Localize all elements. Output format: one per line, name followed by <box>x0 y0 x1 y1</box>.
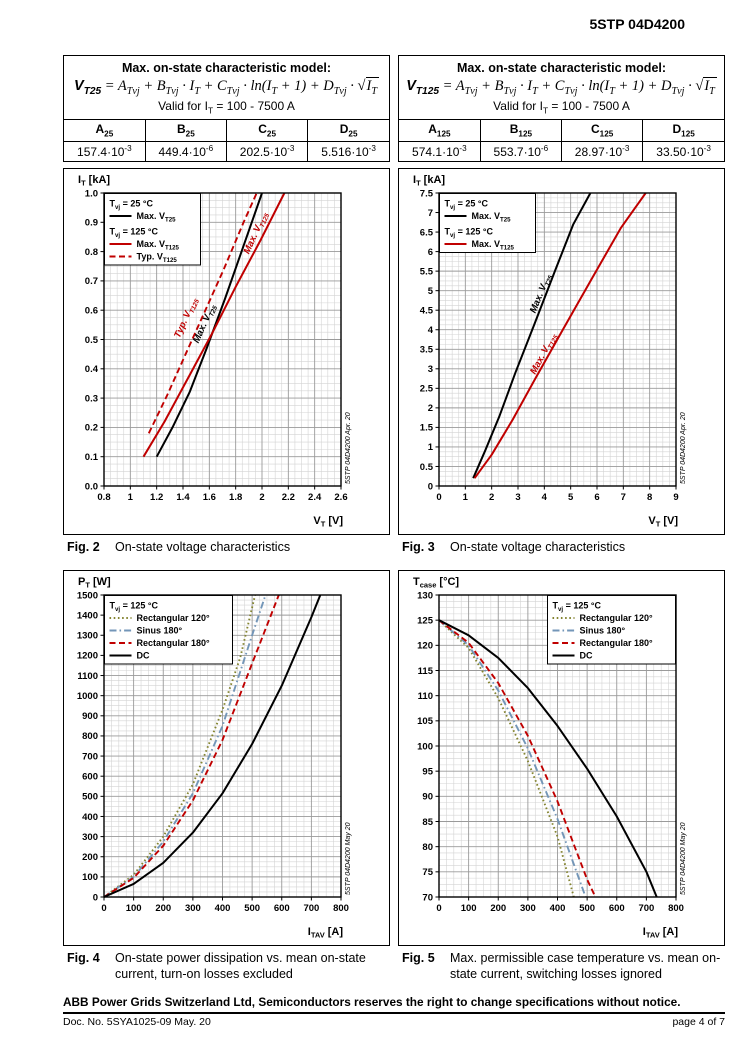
svg-text:IT [kA]: $I_T$ [kA] <box>413 174 446 188</box>
coefficient-header-cell: $C_{125}$ <box>562 120 643 141</box>
svg-text:1.0: 1.0 <box>84 188 98 200</box>
model-formula: $V_{T25} = A_{Tvj} + B_{Tvj} \cdot I_T + C_{Tvj} \cdot \ln(I_T + 1) + D_{Tvj} \cdot √I_T$ <box>74 78 377 97</box>
footer-row <box>63 1016 725 1028</box>
fig4-chart <box>63 570 390 946</box>
svg-text:0.3: 0.3 <box>84 393 98 405</box>
svg-text:100: 100 <box>417 741 433 753</box>
svg-text:0.4: 0.4 <box>84 364 98 376</box>
coefficient-header-cell: $B_{125}$ <box>480 120 561 141</box>
svg-text:Max. VT125: Max. $V_{T125}$ <box>528 334 561 377</box>
svg-text:700: 700 <box>82 751 98 763</box>
svg-text:1500: 1500 <box>76 590 98 602</box>
svg-text:1.8: 1.8 <box>229 492 243 503</box>
svg-text:Max. VT125: Max. $V_{T125}$ <box>136 239 179 252</box>
svg-text:3: 3 <box>515 492 521 503</box>
svg-text:2.2: 2.2 <box>281 492 295 503</box>
fig2-chart <box>63 168 390 535</box>
svg-text:400: 400 <box>549 903 566 914</box>
fig4-caption <box>67 951 387 982</box>
svg-text:800: 800 <box>333 903 349 914</box>
model-valid-range: Valid for $I_T = 100 - 7500$ A <box>493 98 630 116</box>
svg-text:0.5: 0.5 <box>84 334 98 346</box>
svg-text:VT [V]: $V_T$ [V] <box>648 515 678 529</box>
page-header-title: 5STP 04D4200 <box>589 16 685 32</box>
coefficient-value-cell: $5.516\cdot 10^{-3}$ <box>308 141 389 161</box>
svg-text:1100: 1100 <box>77 670 98 682</box>
svg-text:9: 9 <box>673 492 679 503</box>
footer-notice: ABB Power Grids Switzerland Ltd, Semiconductors reserves the right to change specifications without notice. <box>63 995 725 1014</box>
svg-text:8: 8 <box>647 492 653 503</box>
model-title: Max. on-state characteristic model: <box>456 61 667 75</box>
svg-text:0: 0 <box>436 492 442 503</box>
fig3-caption-label: Fig. 3 <box>402 540 435 554</box>
fig4-caption-text: On-state power dissipation vs. mean on-state current, turn-on losses excluded <box>115 951 366 981</box>
svg-text:7.5: 7.5 <box>419 188 433 200</box>
coefficient-header-cell: $C_{25}$ <box>227 120 308 141</box>
fig2-caption <box>67 540 387 556</box>
svg-text:Tvj = 125 °C: $T_{vj} = 125$ °C <box>444 226 493 239</box>
svg-text:Sinus 180°: Sinus 180° <box>579 625 626 636</box>
svg-text:1: 1 <box>462 492 468 503</box>
svg-text:5STP 04D4200 May 20: 5STP 04D4200 May 20 <box>680 822 687 895</box>
svg-text:4: 4 <box>541 492 547 503</box>
svg-text:Typ. VT125: Typ. $V_{T125}$ <box>136 251 177 264</box>
svg-text:Tvj = 25 °C: $T_{vj} = 25$ °C <box>444 198 488 211</box>
svg-text:5STP 04D4200 May 20: 5STP 04D4200 May 20 <box>345 822 352 895</box>
svg-text:Tvj = 25 °C: $T_{vj} = 25$ °C <box>109 198 153 211</box>
coefficient-header-cell: $D_{125}$ <box>643 120 724 141</box>
fig5-caption-text: Max. permissible case temperature vs. mean on-state current, switching losses ignored <box>450 951 721 981</box>
svg-text:Max. VT25: Max. $V_{T25}$ <box>527 274 555 315</box>
svg-text:6: 6 <box>427 246 433 258</box>
svg-text:1: 1 <box>427 442 433 454</box>
fig4-caption-label: Fig. 4 <box>67 951 100 965</box>
svg-text:Tvj = 125 °C: $T_{vj} = 125$ °C <box>109 226 158 239</box>
svg-text:2: 2 <box>259 492 265 503</box>
svg-text:300: 300 <box>184 903 201 914</box>
coefficient-value-cell: $157.4\cdot 10^{-3}$ <box>64 141 145 161</box>
fig2-svg <box>64 169 387 532</box>
svg-text:Max. VT125: Max. $V_{T125}$ <box>471 239 514 252</box>
fig3-svg <box>399 169 722 532</box>
svg-text:0.7: 0.7 <box>84 276 98 288</box>
svg-text:100: 100 <box>460 903 477 914</box>
svg-text:Tvj = 125 °C: $T_{vj} = 125$ °C <box>552 600 601 613</box>
svg-text:70: 70 <box>422 892 433 904</box>
fig5-caption <box>402 951 722 982</box>
legend <box>440 194 536 253</box>
fig3-caption <box>402 540 722 556</box>
svg-text:Rectangular 120°: Rectangular 120° <box>579 613 653 623</box>
svg-text:200: 200 <box>82 852 98 864</box>
svg-text:95: 95 <box>422 766 433 778</box>
svg-text:0: 0 <box>436 903 442 914</box>
svg-text:600: 600 <box>273 903 290 914</box>
svg-text:2.5: 2.5 <box>419 383 433 395</box>
svg-text:0.8: 0.8 <box>97 492 111 503</box>
svg-text:Rectangular 180°: Rectangular 180° <box>136 638 210 648</box>
svg-text:300: 300 <box>82 831 98 843</box>
svg-text:IT [kA]: $I_T$ [kA] <box>78 174 111 188</box>
svg-text:Max. VT25: Max. $V_{T25}$ <box>191 304 220 345</box>
svg-text:Max. VT25: Max. $V_{T25}$ <box>136 211 176 224</box>
svg-text:0: 0 <box>101 903 107 914</box>
svg-text:0.5: 0.5 <box>419 461 433 473</box>
coefficient-value-cell: $553.7\cdot 10^{-6}$ <box>480 141 561 161</box>
fig2-caption-text: On-state voltage characteristics <box>115 540 291 554</box>
legend <box>105 596 233 665</box>
coefficient-header-cell: $D_{25}$ <box>308 120 389 141</box>
coefficient-value-cell: $33.50\cdot 10^{-3}$ <box>643 141 724 161</box>
svg-text:400: 400 <box>214 903 231 914</box>
svg-text:700: 700 <box>303 903 320 914</box>
svg-text:800: 800 <box>82 731 98 743</box>
svg-text:1400: 1400 <box>76 610 98 622</box>
svg-text:6: 6 <box>594 492 600 503</box>
svg-text:200: 200 <box>490 903 507 914</box>
legend <box>105 194 201 266</box>
svg-text:1.2: 1.2 <box>150 492 164 503</box>
svg-text:800: 800 <box>668 903 684 914</box>
footer-doc-no: Doc. No. 5SYA1025-09 May. 20 <box>63 1016 211 1028</box>
svg-text:100: 100 <box>125 903 142 914</box>
svg-text:ITAV [A]: $I_{TAV}$ [A] <box>642 926 678 940</box>
svg-text:2: 2 <box>427 403 433 415</box>
svg-text:700: 700 <box>638 903 655 914</box>
svg-text:2.4: 2.4 <box>308 492 322 503</box>
svg-text:7: 7 <box>427 207 433 219</box>
fig3-caption-text: On-state voltage characteristics <box>450 540 626 554</box>
svg-text:900: 900 <box>82 711 98 723</box>
svg-text:105: 105 <box>417 716 433 728</box>
model-valid-range: Valid for $I_T = 100 - 7500$ A <box>158 98 295 116</box>
svg-text:500: 500 <box>244 903 261 914</box>
svg-text:ITAV [A]: $I_{TAV}$ [A] <box>307 926 343 940</box>
model-coefficient-table <box>64 119 389 160</box>
svg-text:Max. VT25: Max. $V_{T25}$ <box>471 211 511 224</box>
svg-text:DC: DC <box>579 650 593 661</box>
svg-text:0.6: 0.6 <box>84 305 98 317</box>
svg-text:300: 300 <box>519 903 536 914</box>
svg-text:1.6: 1.6 <box>202 492 216 503</box>
svg-text:120: 120 <box>417 640 433 652</box>
svg-text:0: 0 <box>92 892 98 904</box>
svg-text:5.5: 5.5 <box>419 266 433 278</box>
svg-text:4: 4 <box>427 325 433 337</box>
legend <box>548 596 676 665</box>
svg-text:5STP 04D4200 Apr. 20: 5STP 04D4200 Apr. 20 <box>345 412 352 484</box>
svg-text:DC: DC <box>136 650 150 661</box>
svg-text:2.6: 2.6 <box>334 492 348 503</box>
model-title: Max. on-state characteristic model: <box>121 61 332 75</box>
fig5-caption-label: Fig. 5 <box>402 951 435 965</box>
svg-text:600: 600 <box>608 903 625 914</box>
svg-text:500: 500 <box>579 903 596 914</box>
coefficient-header-cell: $A_{125}$ <box>399 120 480 141</box>
svg-text:200: 200 <box>155 903 172 914</box>
svg-text:PT [W]: $P_T$ [W] <box>78 576 111 590</box>
svg-text:6.5: 6.5 <box>419 227 433 239</box>
svg-text:5STP 04D4200 Apr. 20: 5STP 04D4200 Apr. 20 <box>680 412 687 484</box>
coefficient-value-cell: $202.5\cdot 10^{-3}$ <box>227 141 308 161</box>
svg-text:1.4: 1.4 <box>176 492 190 503</box>
svg-text:1: 1 <box>127 492 133 503</box>
fig2-caption-label: Fig. 2 <box>67 540 100 554</box>
svg-text:115: 115 <box>417 665 433 677</box>
coefficient-value-cell: $574.1\cdot 10^{-3}$ <box>399 141 480 161</box>
svg-text:5: 5 <box>568 492 574 503</box>
model-coefficient-table <box>399 119 724 160</box>
svg-text:2: 2 <box>489 492 495 503</box>
svg-text:0.8: 0.8 <box>84 246 98 258</box>
model-box-25 <box>63 55 390 162</box>
svg-text:80: 80 <box>422 841 433 853</box>
svg-text:4.5: 4.5 <box>419 305 433 317</box>
svg-text:5: 5 <box>427 285 433 297</box>
svg-text:75: 75 <box>422 867 433 879</box>
svg-text:Sinus 180°: Sinus 180° <box>136 625 183 636</box>
svg-text:VT [V]: $V_T$ [V] <box>313 515 343 529</box>
svg-text:130: 130 <box>417 590 433 602</box>
svg-text:Typ. VT125: Typ. $V_{T125}$ <box>172 298 202 340</box>
svg-text:0.9: 0.9 <box>84 217 98 229</box>
svg-text:Max. VT125: Max. $V_{T125}$ <box>241 212 272 256</box>
svg-text:125: 125 <box>417 615 433 627</box>
svg-text:7: 7 <box>620 492 626 503</box>
fig5-svg <box>399 571 722 943</box>
svg-text:Tcase [°C]: $T_{case}$ [°C] <box>413 576 460 590</box>
coefficient-value-cell: $28.97\cdot 10^{-3}$ <box>562 141 643 161</box>
svg-text:1300: 1300 <box>76 630 98 642</box>
model-box-125 <box>398 55 725 162</box>
svg-text:0.0: 0.0 <box>84 481 98 493</box>
svg-text:1000: 1000 <box>76 690 98 702</box>
svg-text:3.5: 3.5 <box>419 344 433 356</box>
svg-text:0.1: 0.1 <box>84 452 98 463</box>
svg-text:0: 0 <box>427 481 433 493</box>
model-formula: $V_{T125} = A_{Tvj} + B_{Tvj} \cdot I_T + C_{Tvj} \cdot \ln(I_T + 1) + D_{Tvj} \cdot √I_T$ <box>406 78 715 97</box>
fig5-chart <box>398 570 725 946</box>
coefficient-header-cell: $A_{25}$ <box>64 120 145 141</box>
svg-text:0.2: 0.2 <box>84 422 98 434</box>
svg-text:90: 90 <box>422 791 433 803</box>
coefficient-value-cell: $449.4\cdot 10^{-6}$ <box>145 141 226 161</box>
svg-text:1200: 1200 <box>76 650 98 662</box>
svg-text:500: 500 <box>82 791 98 803</box>
svg-text:600: 600 <box>82 771 98 783</box>
svg-text:85: 85 <box>422 816 433 828</box>
svg-text:110: 110 <box>417 690 433 702</box>
svg-text:400: 400 <box>82 811 98 823</box>
footer-page-label: page 4 of 7 <box>672 1016 725 1028</box>
svg-text:Rectangular 120°: Rectangular 120° <box>136 613 210 623</box>
svg-text:3: 3 <box>427 364 433 376</box>
fig4-svg <box>64 571 387 943</box>
svg-text:100: 100 <box>82 872 98 884</box>
fig3-chart <box>398 168 725 535</box>
coefficient-header-cell: $B_{25}$ <box>145 120 226 141</box>
svg-text:Rectangular 180°: Rectangular 180° <box>579 638 653 648</box>
svg-text:1.5: 1.5 <box>419 422 433 434</box>
svg-text:Tvj = 125 °C: $T_{vj} = 125$ °C <box>109 600 158 613</box>
